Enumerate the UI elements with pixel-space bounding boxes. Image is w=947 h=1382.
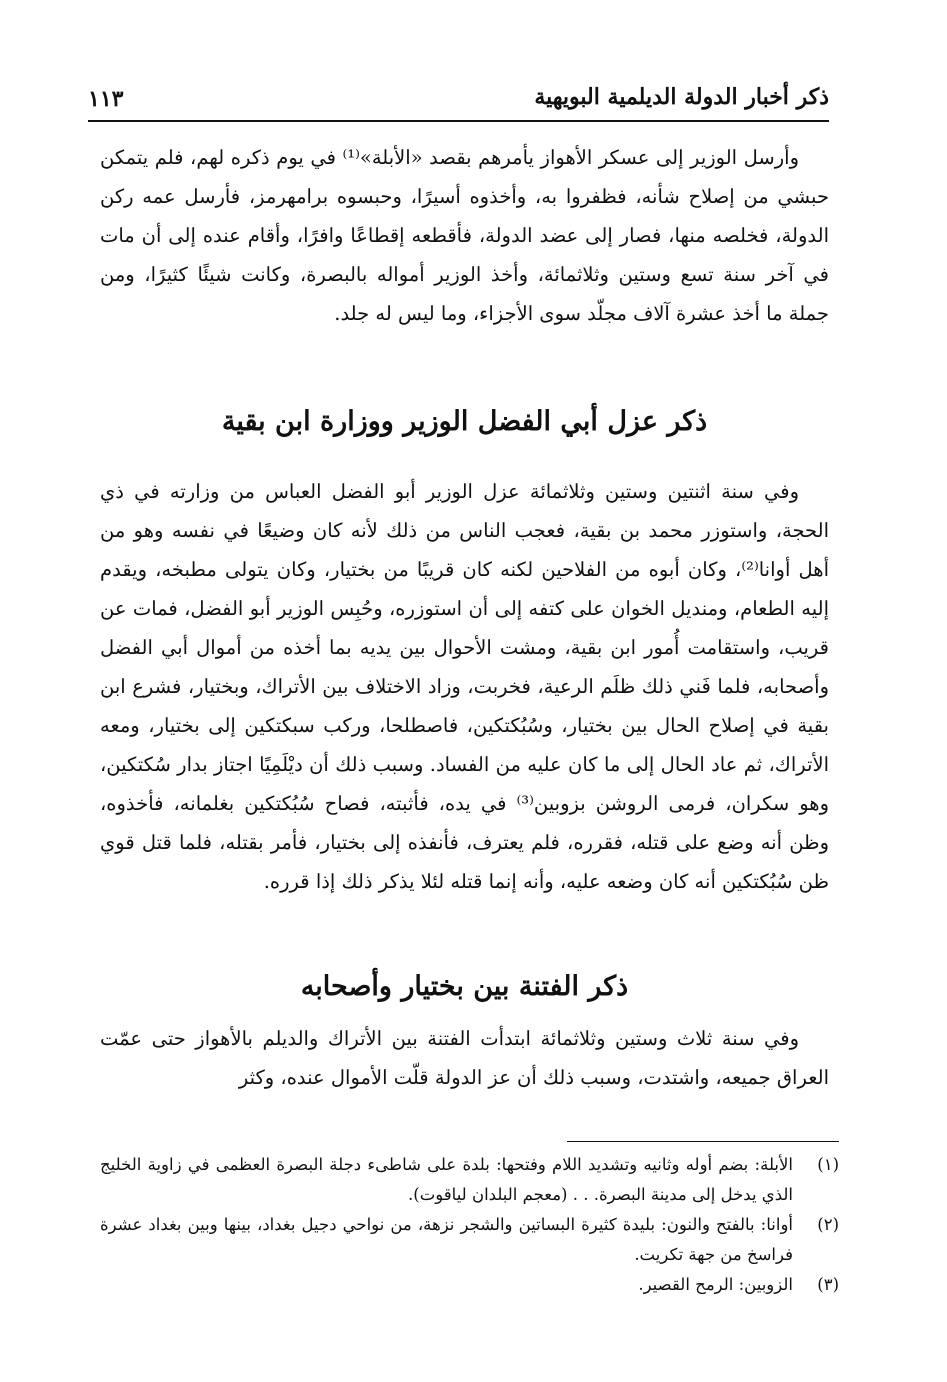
footnote-1	[100, 1150, 839, 1210]
paragraph-2-text: وفي سنة اثنتين وستين وثلاثمائة عزل الوزير أبو الفضل العباس من وزارته في ذي الحجة، واستوزر محمد بن بقية، فعجب الناس من ذلك لأنه كان وضيعًا في نفسه وهو من أهل أوانا⁽²⁾، وكان أبوه من الفلاحين لكنه كان قريبًا من بختيار، وكان يتولى مطبخه، ويقدم إليه الطعام، ومنديل الخوان على كتفه إلى أن استوزره، وحُبِس الوزير أبو الفضل، فمات عن قريب، واستقامت أُمور ابن بقية، ومشت الأحوال بين يديه بما أخذه من أموال أبي الفضل وأصحابه، فلما فَني ذلك ظلَم الرعية، فخربت، وزاد الاختلاف بين الأتراك، وبختيار، فشرع ابن بقية في إصلاح الحال بين بختيار، وسُبُكتكين، فاصطلحا، وركب سبكتكين إلى بختيار، ومعه الأتراك، ثم عاد الحال إلى ما كان عليه من الفساد. وسبب ذلك أن ديْلَمِيًا اجتاز بدار سُكتكين، وهو سكران، فرمى الروشن بزوبين⁽³⁾ في يده، فأثبته، فصاح سُبُكتكين بغلمانه، فأخذوه، وظن أنه وضع على قتله، فقرره، فلم يعترف، فأنفذه إلى بختيار، فأمر بقتله، فلما قتل قوي ظن سُبُكتكين أنه كان وضعه عليه، وأنه إنما قتله لئلا يذكر ذلك إذا قرره.	[100, 480, 829, 893]
footnote-3-number: (٣)	[817, 1275, 839, 1294]
footnote-2	[100, 1210, 839, 1270]
paragraph-3	[100, 1019, 829, 1097]
footnote-3	[100, 1270, 839, 1300]
paragraph-1-text: وأرسل الوزير إلى عسكر الأهواز يأمرهم بقصد «الأبلة»⁽¹⁾ في يوم ذكره لهم، فلم يتمكن حبشي من إصلاح شأنه، فظفروا به، وأخذوه أسيرًا، وحبسوه برامهرمز، فأرسل عمه ركن الدولة، فخلصه منها، فصار إلى عضد الدولة، فأقطعه إقطاعًا وافرًا، وأقام عنده إلى أن مات في آخر سنة تسع وستين وثلاثمائة، وأخذ الوزير أمواله بالبصرة، وكانت شيئًا كثيرًا، ومن جملة ما أخذ عشرة آلاف مجلّد سوى الأجزاء، وما ليس له جلد.	[100, 146, 829, 325]
header-rule	[88, 120, 829, 122]
footnote-3-text: الزوبين: الرمح القصير.	[638, 1275, 793, 1294]
footnote-1-text: الأبلة: بضم أوله وثانيه وتشديد اللام وفتحها: بلدة على شاطىء دجلة البصرة العظمى في زاوية الخليج الذي يدخل إلى مدينة البصرة. . . (معجم البلدان لياقوت).	[100, 1155, 793, 1204]
section-heading-2: ذكر الفتنة بين بختيار وأصحابه	[300, 971, 629, 1002]
page-number: ١١٣	[88, 86, 124, 112]
header-title: ذكر أخبار الدولة الديلمية البويهية	[534, 84, 829, 110]
footnote-2-text: أوانا: بالفتح والنون: بليدة كثيرة البساتين والشجر نزهة، من نواحي دجيل بغداد، بينها وبين بغداد عشرة فراسخ من جهة تكريت.	[100, 1215, 793, 1264]
footnote-2-number: (٢)	[817, 1215, 839, 1234]
footnotes	[100, 1150, 839, 1300]
paragraph-2	[100, 472, 829, 901]
paragraph-3-text: وفي سنة ثلاث وستين وثلاثمائة ابتدأت الفتنة بين الأتراك والديلم بالأهواز حتى عمّت العراق جميعه، واشتدت، وسبب ذلك أن عز الدولة قلّت الأموال عنده، وكثر	[100, 1027, 829, 1089]
footnote-rule	[567, 1141, 839, 1142]
section-heading-1: ذكر عزل أبي الفضل الوزير ووزارة ابن بقية	[221, 406, 708, 437]
footnote-1-number: (١)	[817, 1155, 839, 1174]
paragraph-1	[100, 138, 829, 333]
running-header	[88, 84, 829, 124]
